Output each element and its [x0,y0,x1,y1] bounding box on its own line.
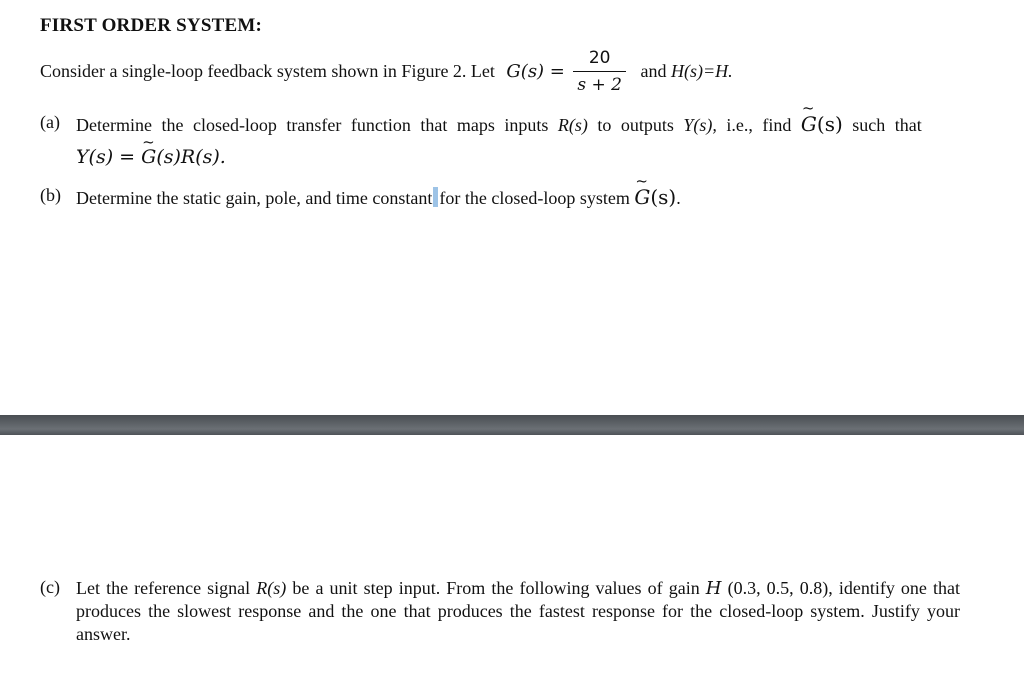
g-tilde-symbol: ~ G(s) [634,185,676,209]
part-a-label: (a) [40,112,60,132]
part-a-text: Determine the closed-loop transfer function that maps inputs R(s) to outputs Y(s), i.e., find ~ G(s) such that [76,112,922,136]
part-b-label: (b) [40,185,61,205]
h-definition: H(s)=H. [670,61,733,81]
g-definition-lhs: G(s) = [506,61,565,82]
section-heading: FIRST ORDER SYSTEM: [40,15,262,36]
transfer-function-fraction [573,48,626,95]
fraction-numerator: 20 [588,48,611,68]
page-divider-bar [0,415,1024,435]
part-c-label: (c) [40,577,60,597]
part-b-text: Determine the static gain, pole, and time constant for the closed-loop system ~ G(s). [76,185,681,209]
part-c-text: Let the reference signal R(s) be a unit step input. From the following values of gain H (0.3, 0.5, 0.8), identify one that produces the slowest response and the one that produces the fastest response for the closed-loop system. Justify your answer. [76,578,960,644]
g-tilde-symbol: ~ G(s) [801,112,843,136]
intro-paragraph [40,48,733,95]
intro-and: and [640,61,667,81]
question-part-c [40,577,960,646]
text-cursor-highlight [433,187,438,207]
intro-text: Consider a single-loop feedback system shown in Figure 2. Let [40,61,495,81]
fraction-denominator: s + 2 [573,71,626,95]
closed-loop-equation: Y(s) = ~ G(s)R(s). [76,146,226,168]
